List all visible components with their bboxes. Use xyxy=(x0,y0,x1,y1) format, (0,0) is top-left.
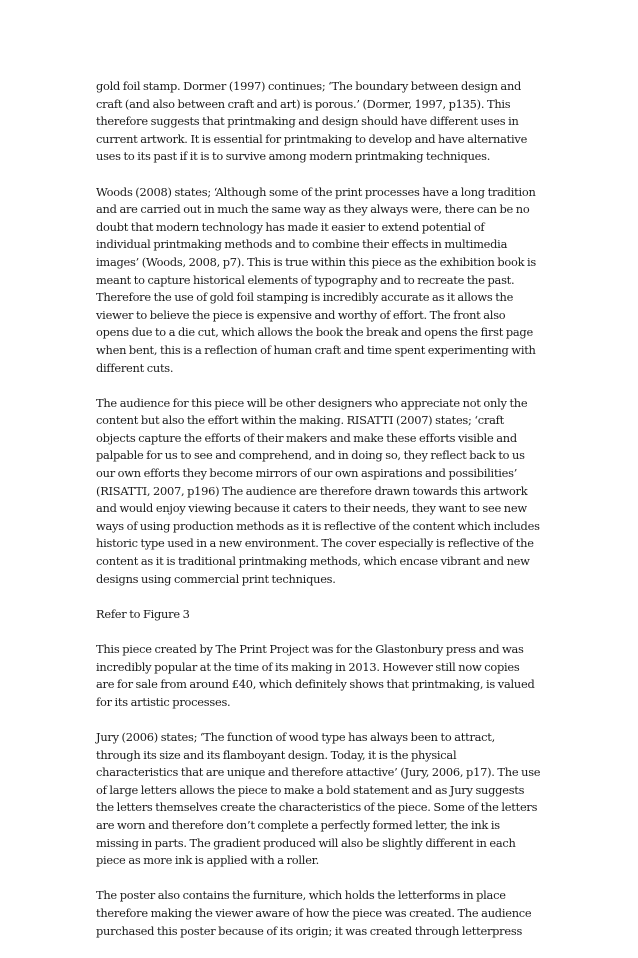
text-line: current artwork. It is essential for printmaking to develop and have alternative xyxy=(96,131,528,146)
text-line: The poster also contains the furniture, which holds the letterforms in place xyxy=(96,888,506,903)
text-line: Woods (2008) states; ‘Although some of the print processes have a long tradition xyxy=(96,184,536,199)
paragraph xyxy=(96,606,548,624)
text-line: doubt that modern technology has made it easier to extend potential of xyxy=(96,219,485,234)
text-line: therefore suggests that printmaking and design should have different uses in xyxy=(96,114,519,129)
text-line: when bent, this is a reflection of human craft and time spent experimenting with xyxy=(96,342,536,357)
document-page xyxy=(96,78,548,958)
text-line: gold foil stamp. Dormer (1997) continues; ‘The boundary between design and xyxy=(96,79,522,93)
text-line: This piece created by The Print Project was for the Glastonbury press and was xyxy=(96,642,524,656)
text-line: designs using commercial print techniques. xyxy=(96,571,336,586)
text-line: The audience for this piece will be other designers who appreciate not only the xyxy=(96,395,528,410)
text-line: content as it is traditional printmaking methods, which encase vibrant and new xyxy=(96,554,530,569)
text-line: are worn and therefore don’t complete a perfectly formed letter, the ink is xyxy=(96,817,500,832)
text-line: opens due to a die cut, which allows the book the break and opens the first page xyxy=(96,325,533,340)
text-line: (RISATTI, 2007, p196) The audience are therefore drawn towards this artwork xyxy=(96,483,528,498)
text-line: craft (and also between craft and art) is porous.’ (Dormer, 1997, p135). This xyxy=(96,96,511,111)
text-line: historic type used in a new environment. The cover especially is reflective of the xyxy=(96,536,534,551)
text-line: objects capture the efforts of their makers and make these efforts visible and xyxy=(96,430,517,445)
text-line: and are carried out in much the same way as they always were, there can be no xyxy=(96,202,530,217)
text-line: purchased this poster because of its origin; it was created through letterpress xyxy=(96,923,523,938)
text-line: of large letters allows the piece to make a bold statement and as Jury suggests xyxy=(96,782,525,797)
text-line: and would enjoy viewing because it caters to their needs, they want to see new xyxy=(96,501,527,516)
paragraph xyxy=(96,887,548,940)
text-line: palpable for us to see and comprehend, and in doing so, they reflect back to us xyxy=(96,448,525,463)
text-line: content but also the effort within the making. RISATTI (2007) states; ‘craft xyxy=(96,413,504,428)
text-line: ways of using production methods as it is reflective of the content which includes xyxy=(96,518,540,533)
text-line: images’ (Woods, 2008, p7). This is true within this piece as the exhibition book is xyxy=(96,254,537,269)
text-line: Jury (2006) states; ‘The function of wood type has always been to attract, xyxy=(96,729,496,744)
text-line: Therefore the use of gold foil stamping is incredibly accurate as it allows the xyxy=(96,290,514,305)
text-line: therefore making the viewer aware of how the piece was created. The audience xyxy=(96,905,532,920)
paragraph xyxy=(96,641,548,711)
text-line: are for sale from around £40, which definitely shows that printmaking, is valued xyxy=(96,677,535,692)
text-line: characteristics that are unique and therefore attactive’ (Jury, 2006, p17). The use xyxy=(96,765,541,780)
text-line: for its artistic processes. xyxy=(96,694,231,709)
text-line: uses to its past if it is to survive among modern printmaking techniques. xyxy=(96,149,491,164)
text-line: meant to capture historical elements of typography and to recreate the past. xyxy=(96,272,515,287)
paragraph xyxy=(96,184,548,378)
text-line: through its size and its flamboyant design. Today, it is the physical xyxy=(96,747,457,762)
text-line: piece as more ink is applied with a roller. xyxy=(96,853,319,868)
text-line: incredibly popular at the time of its making in 2013. However still now copies xyxy=(96,659,520,674)
text-line: Refer to Figure 3 xyxy=(96,606,190,621)
text-line: missing in parts. The gradient produced will also be slightly different in each xyxy=(96,835,516,850)
text-line: viewer to believe the piece is expensive and worthy of effort. The front also xyxy=(96,307,506,322)
paragraph xyxy=(96,395,548,589)
text-line: different cuts. xyxy=(96,360,174,375)
paragraph xyxy=(96,729,548,870)
text-line: individual printmaking methods and to combine their effects in multimedia xyxy=(96,237,508,252)
paragraph xyxy=(96,78,548,166)
text-line: our own efforts they become mirrors of our own aspirations and possibilities’ xyxy=(96,466,518,481)
text-line: the letters themselves create the characteristics of the piece. Some of the letters xyxy=(96,800,538,815)
